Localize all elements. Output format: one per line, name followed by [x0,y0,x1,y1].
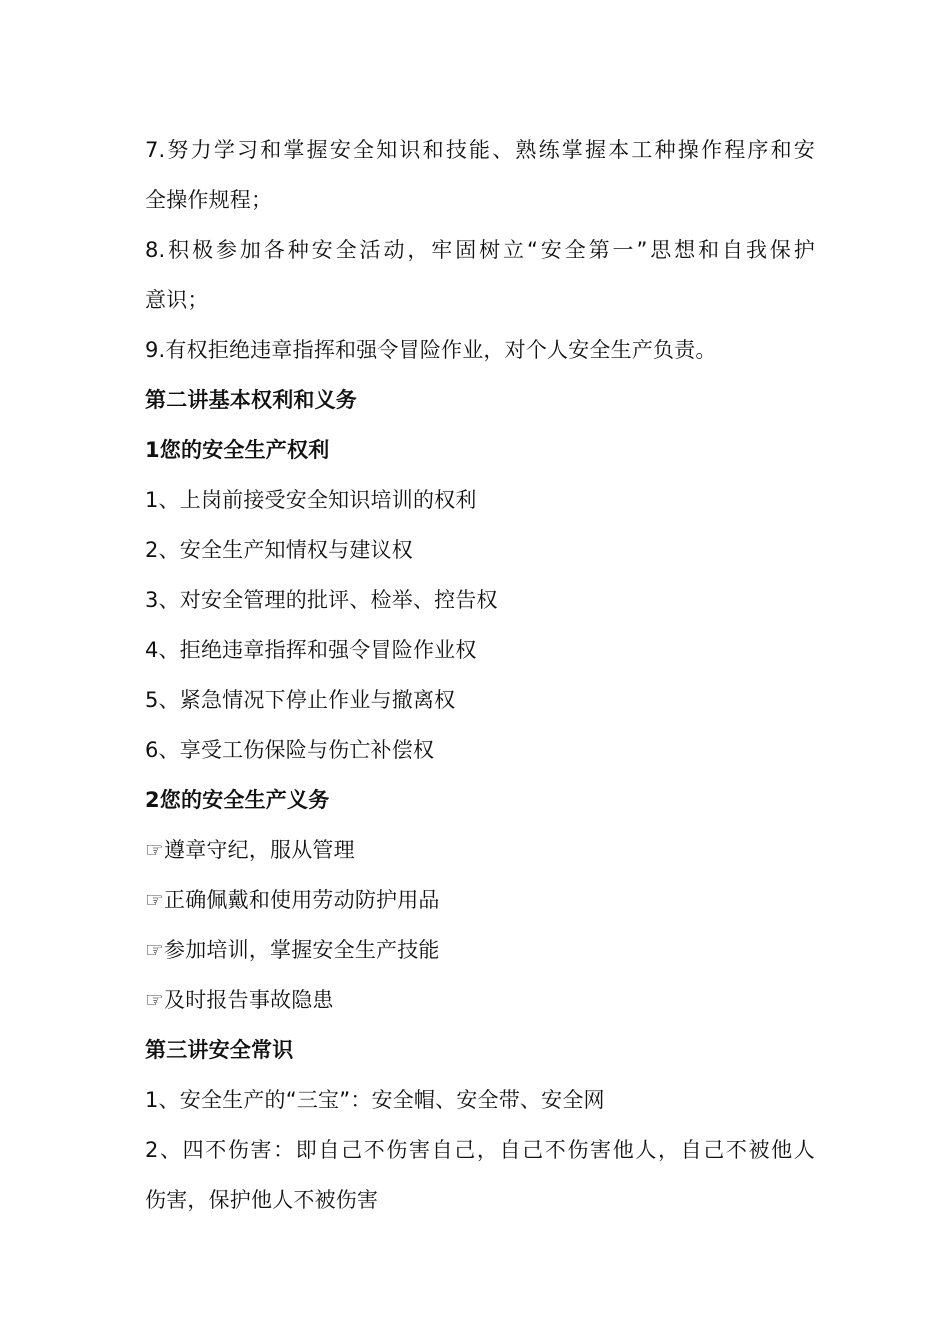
rights-item-6: 6、享受工伤保险与伤亡补偿权 [145,738,435,762]
obligation-item-1: ☞遵章守纪，服从管理 [145,838,355,862]
subheading-obligations: 2您的安全生产义务 [145,788,330,812]
common-sense-item-2-line-2: 伤害，保护他人不被伤害 [145,1188,379,1212]
paragraph-item-7-line-1: 7.努力学习和掌握安全知识和技能、熟练掌握本工种操作程序和安 [145,138,815,162]
paragraph-item-8-line-1: 8.积极参加各种安全活动，牢固树立“安全第一”思想和自我保护 [145,238,815,262]
paragraph-item-9: 9.有权拒绝违章指挥和强令冒险作业，对个人安全生产负责。 [145,338,717,362]
rights-item-3: 3、对安全管理的批评、检举、控告权 [145,588,498,612]
document-page [145,125,815,1225]
obligation-item-2: ☞正确佩戴和使用劳动防护用品 [145,888,440,912]
paragraph-item-8-line-2: 意识； [145,288,209,312]
obligation-item-4: ☞及时报告事故隐患 [145,988,334,1012]
rights-item-1: 1、上岗前接受安全知识培训的权利 [145,488,477,512]
common-sense-item-2-line-1: 2、四不伤害：即自己不伤害自己，自己不伤害他人，自己不被他人 [145,1138,815,1162]
rights-item-5: 5、紧急情况下停止作业与撤离权 [145,688,456,712]
obligation-item-3: ☞参加培训，掌握安全生产技能 [145,938,440,962]
rights-item-4: 4、拒绝违章指挥和强令冒险作业权 [145,638,477,662]
rights-item-2: 2、安全生产知情权与建议权 [145,538,413,562]
common-sense-item-1: 1、安全生产的“三宝”：安全帽、安全带、安全网 [145,1088,605,1112]
subheading-rights: 1您的安全生产权利 [145,438,330,462]
section-heading-lecture-2: 第二讲基本权利和义务 [145,388,357,412]
section-heading-lecture-3: 第三讲安全常识 [145,1038,294,1062]
paragraph-item-7-line-2: 全操作规程； [145,188,273,212]
